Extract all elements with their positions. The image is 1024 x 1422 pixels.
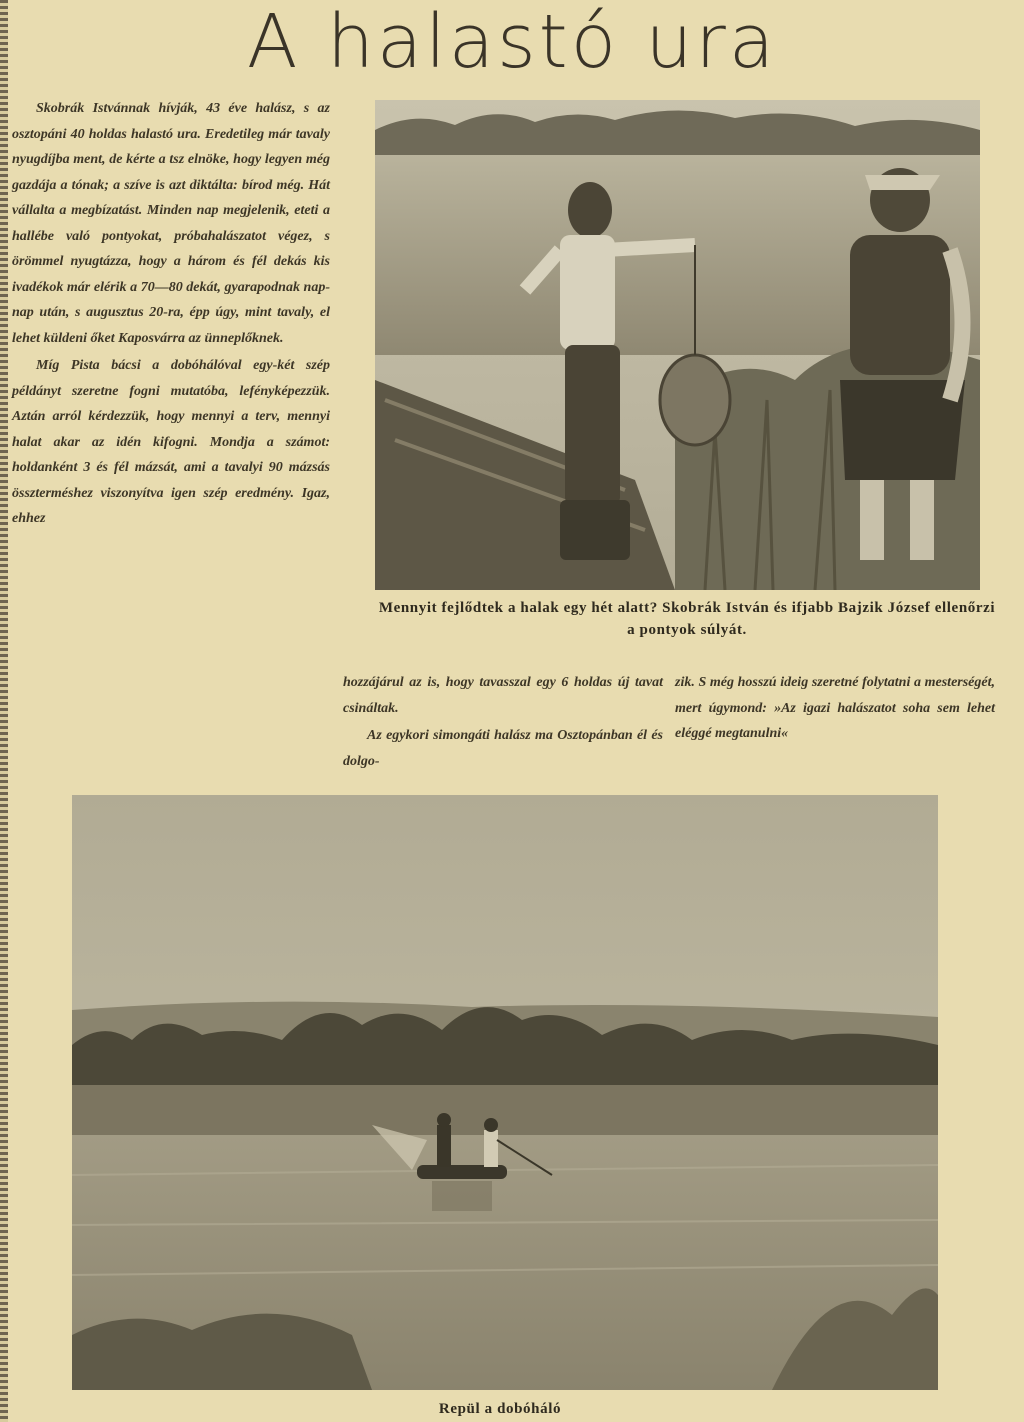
photo2-caption: Repül a dobóháló (438, 1401, 562, 1417)
paragraph: Az egykori simongáti halász ma Osztopánban él és dolgo- (343, 728, 663, 769)
paragraph: zik. S még hosszú ideig szeretné folytatni a mesterségét, mert úgymond: »Az igazi halászatot soha sem lehet eléggé megtanulni« (675, 675, 995, 741)
article-column-1 (12, 96, 330, 534)
photo-fishermen-weighing-carp (375, 100, 980, 590)
article-column-3 (675, 670, 995, 749)
article-column-2 (343, 670, 663, 776)
paragraph: hozzájárul az is, hogy tavasszal egy 6 holdas új tavat csináltak. (343, 675, 663, 716)
paragraph: Míg Pista bácsi a dobóhálóval egy-két szép példányt szeretne fogni mutatóba, lefényképezzük. Aztán arról kérdezzük, hogy mennyi a terv, mennyi halat akar az idén kifogni. Mondja a számot: holdanként 3 és fél mázsát, ami a tavalyi 90 mázsás összterméshez viszonyítva igen szép eredmény. Igaz, ehhez (12, 358, 330, 526)
headline: A halastó ura (246, 0, 778, 85)
page-edge-binding (0, 0, 8, 1422)
photo-cast-net-on-lake (72, 795, 938, 1390)
paragraph: Skobrák Istvánnak hívják, 43 éve halász, s az osztopáni 40 holdas halastó ura. Eredetileg már tavaly nyugdíjba ment, de kérte a tsz elnöke, hogy legyen még gazdája a tónak; a szíve is azt diktálta: bírod még. Hát vállalta a megbízatást. Minden nap megjelenik, eteti a hallébe való pontyokat, próbahalászatot végez, s örömmel nyugtázza, hogy a három és fél dekás kis ivadékok már elérik a 70—80 dekát, gyarapodnak nap-nap után, s augusztus 20-ra, épp úgy, mint tavaly, el lehet küldeni őket Kaposvárra az ünneplőknek. (12, 101, 330, 346)
photo1-caption: Mennyit fejlődtek a halak egy hét alatt? Skobrák István és ifjabb Bajzik József ellenőrzi a pontyok súlyát. (378, 600, 996, 638)
